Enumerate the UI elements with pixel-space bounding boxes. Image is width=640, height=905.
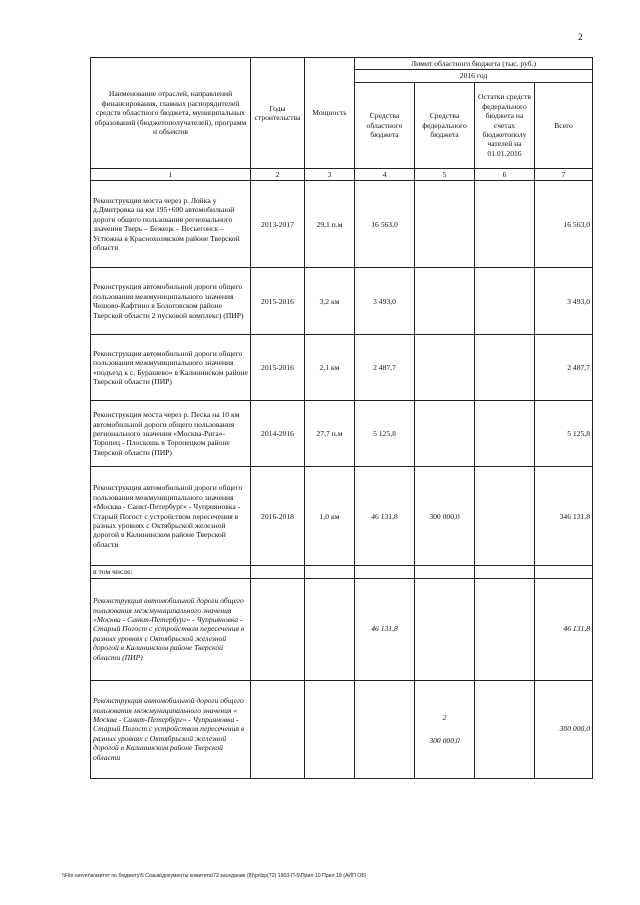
column-number: 3 [305, 168, 355, 180]
federal-funds: 300 000,0 [429, 736, 460, 746]
federal-funds [415, 578, 475, 680]
header-total: Всего [535, 82, 593, 168]
table-row [91, 680, 593, 778]
regional-funds: 46 131,8 [355, 467, 415, 566]
regional-funds: 5 125,8 [355, 401, 415, 467]
remainder-funds [475, 181, 535, 268]
federal-funds: 300 000,0 [415, 467, 475, 566]
regional-funds: 46 131,8 [355, 578, 415, 680]
regional-funds [355, 680, 415, 778]
header-name: Наименование отраслей, направлений финансирования, главных распорядителей средств областного бюджета, муниципальных образований (бюджетополучателей), программ и объектов [91, 58, 251, 169]
sub-object-name: Реконструкция автомобильной дороги общего пользования межмуниципального значения « Москва - Санкт-Петербург» - Чуприяновка - Старый Погост с устройством пересечения в разных уровнях с Октябрьской железной дорогой в Калининском районе Тверской области [91, 680, 251, 778]
total-funds: 3 493,0 [535, 268, 593, 335]
table-row [91, 268, 593, 335]
column-number: 4 [355, 168, 415, 180]
regional-funds: 2 487,7 [355, 335, 415, 401]
object-name: Реконструкция автомобильной дороги общего пользования межмуниципального значения «Москва - Санкт-Петербург» - Чуприяновка - Старый Погост с устройством пересечения в разных уровнях с Октябрьской железной дорогой в Калининском районе Тверской области [91, 467, 251, 566]
sub-object-name: Реконструкция автомобильной дороги общего пользования межмуниципального значения «Москва - Санкт-Петербург» - Чуприяновка - Старый Погост с устройством пересечения в разных уровнях с Октябрьской железной дорогой в Калининском районе Тверской области (ПИР) [91, 578, 251, 680]
construction-years: 2013-2017 [251, 181, 305, 268]
capacity: 3,2 км [305, 268, 355, 335]
object-name: Реконструкция автомобильной дороги общего пользования межмуниципального значения Чешово-Кафтино в Бологовском районе Тверской области 2 пусковой комплекс) (ПИР) [91, 268, 251, 335]
table-row [91, 467, 593, 566]
capacity: 27,7 п.м [305, 401, 355, 467]
object-name: Реконструкция автомобильной дороги общего пользования межмуниципального значения «подъезд к с. Бурашево» в Калининском районе Тверской области (ПИР) [91, 335, 251, 401]
regional-funds: 16 563,0 [355, 181, 415, 268]
header-regional: Средства областного бюджета [355, 82, 415, 168]
object-name: Реконструкция моста через р. Лойка у д.Дмитровка на км 195+600 автомобильной дороги общего пользования регионального значения Тверь – Бежецк – Весьегонск – Устюжна в Краснохолмском районе Тверской области [91, 181, 251, 268]
including-row [91, 566, 593, 578]
construction-years: 2016-2018 [251, 467, 305, 566]
header-federal: Средства федерального бюджета [415, 82, 475, 168]
handwritten-mark: 2 [442, 712, 447, 722]
column-number: 1 [91, 168, 251, 180]
federal-funds [415, 335, 475, 401]
remainder-funds [475, 268, 535, 335]
total-funds: 346 131,8 [535, 467, 593, 566]
total-funds: 16 563,0 [535, 181, 593, 268]
column-number: 5 [415, 168, 475, 180]
header-year: 2016 год [355, 70, 593, 82]
total-funds: 300 000,0 [535, 680, 593, 778]
header-years: Годы строительства [251, 58, 305, 169]
header-limit: Лимит областного бюджета (тыс. руб.) [355, 58, 593, 70]
header-power: Мощность [305, 58, 355, 169]
file-path-footer: \\File-server\комитет по бюджету\5 Созыв\документы комитета\72 заседание (8)\prilzp(72) 1903-П-5\Прил 10 Прил 18 (АИП ОБ) [62, 873, 367, 879]
table-row [91, 181, 593, 268]
construction-years: 2015-2016 [251, 268, 305, 335]
including-label: в том числе: [91, 566, 251, 578]
capacity: 2,1 км [305, 335, 355, 401]
federal-funds [415, 181, 475, 268]
federal-funds [415, 401, 475, 467]
table-row [91, 335, 593, 401]
table-row [91, 401, 593, 467]
remainder-funds [475, 467, 535, 566]
column-number: 6 [475, 168, 535, 180]
total-funds: 5 125,8 [535, 401, 593, 467]
header-remainder: Остатки средств федерального бюджета на счетах бюджетополу чателей на 01.01.2016 [475, 82, 535, 168]
construction-years: 2015-2016 [251, 335, 305, 401]
budget-table [90, 57, 593, 779]
remainder-funds [475, 335, 535, 401]
column-number: 2 [251, 168, 305, 180]
table-row [91, 578, 593, 680]
column-number-row [91, 168, 593, 180]
total-funds: 2 487,7 [535, 335, 593, 401]
total-funds: 46 131,8 [535, 578, 593, 680]
capacity: 29,1 п.м [305, 181, 355, 268]
construction-years: 2014-2016 [251, 401, 305, 467]
remainder-funds [475, 401, 535, 467]
column-number: 7 [535, 168, 593, 180]
regional-funds: 3 493,0 [355, 268, 415, 335]
object-name: Реконструкция моста через р. Песка на 10 км автомобильной дороги общего пользования регионального значения «Москва-Рига»-Торопец - Плоскошь в Торопецком районе Тверской области (ПИР) [91, 401, 251, 467]
page-number: 2 [578, 32, 583, 42]
federal-funds [415, 268, 475, 335]
capacity: 1,0 км [305, 467, 355, 566]
